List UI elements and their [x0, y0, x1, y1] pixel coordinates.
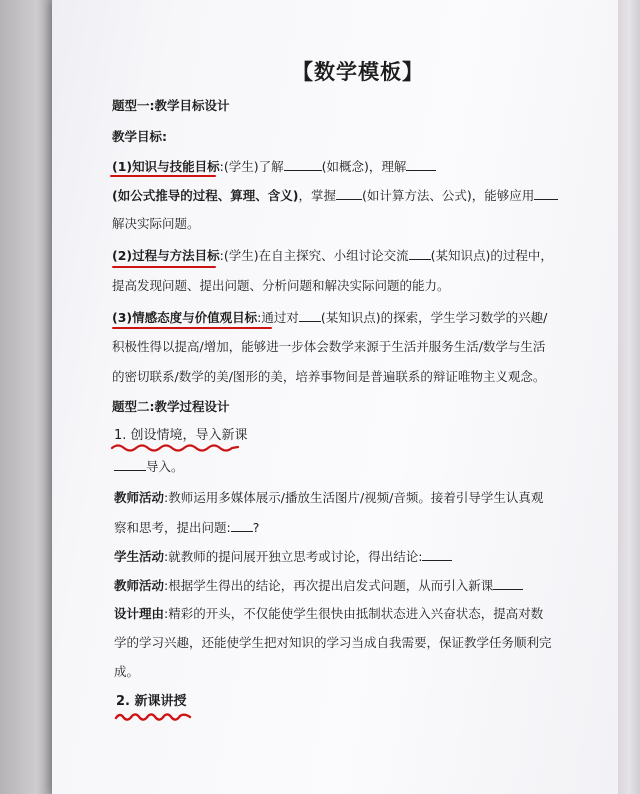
book-binding-shadow	[0, 0, 52, 794]
document-title: 【数学模板】	[292, 60, 424, 84]
text-segment: (如概念)，理解	[321, 159, 407, 174]
design-reason-line1	[114, 606, 543, 622]
objective-affective-line1	[112, 309, 547, 326]
fill-blank	[231, 519, 253, 532]
text-segment: :精彩的开头，不仅能使学生很快由抵制状态进入兴奋状态，提高对数	[164, 606, 544, 621]
text-segment: 察和思考，提出问题:	[114, 520, 231, 535]
fill-blank	[406, 158, 436, 171]
step-1-title: 1. 创设情境，导入新课	[114, 428, 248, 443]
text-segment: :通过对	[257, 310, 299, 325]
fill-blank	[422, 548, 452, 561]
step-1-intro	[114, 458, 184, 475]
objective-knowledge-line1	[112, 158, 436, 175]
student-activity-line	[114, 548, 452, 565]
objective-knowledge-line3: 解决实际问题。	[112, 216, 200, 231]
red-pen-wavy-underline	[110, 442, 240, 452]
text-segment: :教师运用多媒体展示/播放生活图片/视频/音频。接着引导学生认真观	[164, 490, 544, 505]
text-segment: ?	[252, 520, 260, 535]
design-reason-line3: 成。	[114, 664, 140, 679]
red-pen-scribble	[114, 710, 194, 724]
design-reason-label: 设计理由	[114, 606, 165, 621]
teacher-activity-1-line1	[114, 490, 543, 506]
text-segment: (如公式推导的过程、算理、含义)	[112, 188, 299, 203]
text-segment: (如计算方法、公式)，能够应用	[361, 188, 535, 203]
step-2-title: 2. 新课讲授	[116, 694, 187, 709]
fill-blank	[493, 577, 523, 590]
design-reason-line2: 学的学习兴趣，还能使学生把对知识的学习当成自我需要，保证教学任务顺利完	[114, 635, 552, 650]
red-pen-underline	[112, 327, 272, 329]
objective-knowledge-label: (1)知识与技能目标	[112, 159, 220, 174]
text-segment: (某知识点)的探索，学生学习数学的兴趣/	[320, 310, 548, 325]
section-heading-1: 题型一:教学目标设计	[112, 98, 230, 113]
fill-blank	[284, 158, 322, 171]
objective-knowledge-line2	[112, 187, 558, 204]
fill-blank	[114, 458, 146, 471]
objective-affective-line3: 的密切联系/数学的美/图形的美，培养事物间是普遍联系的辩证唯物主义观念。	[112, 369, 546, 384]
text-segment: :根据学生得出的结论，再次提出启发式问题，从而引入新课	[164, 578, 494, 593]
objective-affective-label: (3)情感态度与价值观目标	[112, 310, 258, 325]
teacher-activity-label: 教师活动	[114, 490, 165, 505]
fill-blank	[534, 187, 558, 200]
fill-blank	[299, 309, 321, 322]
section-heading-2: 题型二:教学过程设计	[112, 399, 230, 414]
text-segment: (某知识点)的过程中，	[430, 248, 553, 263]
teacher-activity-label: 教师活动	[114, 578, 165, 593]
text-segment: 导入。	[146, 459, 184, 474]
page-stack-edge	[618, 0, 640, 794]
red-pen-underline	[112, 266, 216, 268]
objectives-label: 教学目标:	[112, 129, 167, 144]
objective-affective-line2: 积极性得以提高/增加，能够进一步体会数学来源于生活并服务生活/数学与生活	[112, 339, 546, 354]
red-pen-underline	[110, 175, 216, 177]
text-segment: :(学生)在自主探究、小组讨论交流	[219, 248, 409, 263]
teacher-activity-2-line	[114, 577, 523, 594]
fill-blank	[409, 247, 431, 260]
objective-process-line1	[112, 247, 553, 264]
text-segment: :(学生)了解	[219, 159, 284, 174]
objective-process-label: (2)过程与方法目标	[112, 248, 220, 263]
student-activity-label: 学生活动	[114, 549, 165, 564]
text-segment: :就教师的提问展开独立思考或讨论，得出结论:	[164, 549, 423, 564]
text-segment: ，掌握	[298, 188, 336, 203]
document-page	[52, 0, 618, 794]
objective-process-line2: 提高发现问题、提出问题、分析问题和解决实际问题的能力。	[112, 278, 450, 293]
teacher-activity-1-line2	[114, 519, 259, 536]
fill-blank	[336, 187, 362, 200]
